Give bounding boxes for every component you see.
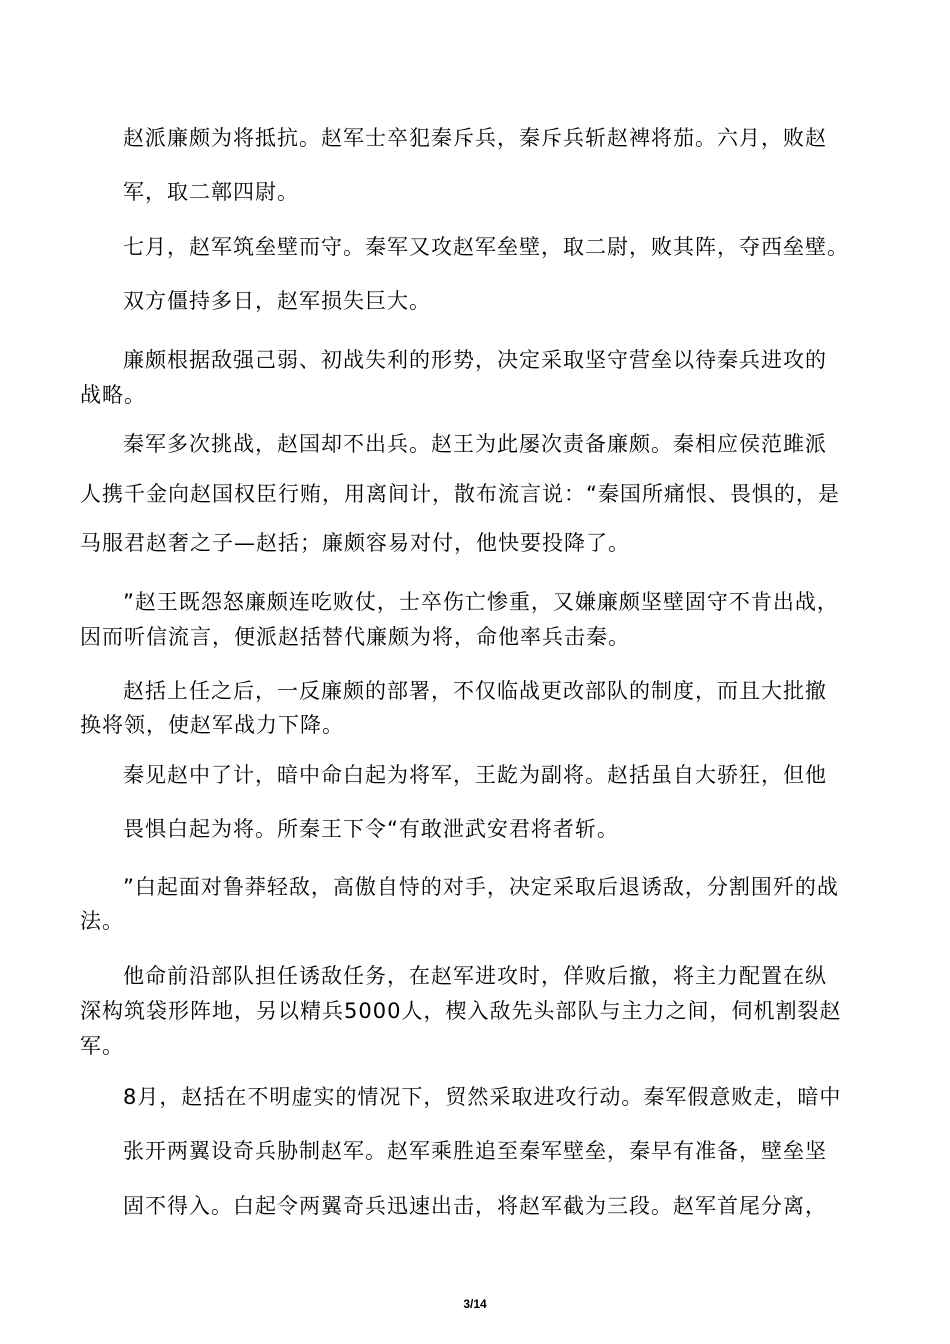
text-line: 秦军多次挑战，赵国却不出兵。赵王为此屡次责备廉颇。秦相应侯范雎派 [123, 432, 827, 456]
text-line: 双方僵持多日，赵军损失巨大。 [123, 289, 431, 313]
text-line: 因而听信流言，便派赵括替代廉颇为将，命他率兵击秦。 [80, 625, 630, 649]
text-line: 8月，赵括在不明虚实的情况下，贸然采取进攻行动。秦军假意败走，暗中 [123, 1085, 842, 1109]
text-line: 固不得入。白起令两翼奇兵迅速出击，将赵军截为三段。赵军首尾分离， [123, 1194, 827, 1218]
text-line: 战略。 [80, 383, 146, 407]
text-line: 他命前沿部队担任诱敌任务，在赵军进攻时，佯败后撤，将主力配置在纵 [123, 964, 827, 988]
text-line: 廉颇根据敌强己弱、初战失利的形势，决定采取坚守营垒以待秦兵进攻的 [123, 348, 827, 372]
text-line: 深构筑袋形阵地，另以精兵5000人，楔入敌先头部队与主力之间，伺机割裂赵 [80, 999, 842, 1023]
text-line: 换将领，使赵军战力下降。 [80, 713, 344, 737]
text-line: 赵派廉颇为将抵抗。赵军士卒犯秦斥兵，秦斥兵斩赵裨将茄。六月，败赵 [123, 126, 827, 150]
text-line: ”赵王既怨怒廉颇连吃败仗，士卒伤亡惨重，又嫌廉颇坚壁固守不肯出战， [123, 590, 839, 614]
text-line: 军，取二鄣四尉。 [123, 180, 299, 204]
text-line: 马服君赵奢之子—赵括；廉颇容易对付，他快要投降了。 [80, 531, 630, 555]
text-line: 张开两翼设奇兵胁制赵军。赵军乘胜追至秦军壁垒，秦早有准备，壁垒坚 [123, 1139, 827, 1163]
text-line: 赵括上任之后，一反廉颇的部署，不仅临战更改部队的制度，而且大批撤 [123, 679, 827, 703]
text-line: 秦见赵中了计，暗中命白起为将军，王龁为副将。赵括虽自大骄狂，但他 [123, 763, 827, 787]
text-line: ”白起面对鲁莽轻敌，高傲自恃的对手，决定采取后退诱敌，分割围歼的战 [123, 875, 839, 899]
text-line: 军。 [80, 1034, 124, 1058]
page-number: 3/14 [463, 1297, 487, 1311]
text-line: 法。 [80, 909, 124, 933]
text-line: 畏惧白起为将。所秦王下令“有敢泄武安君将者斩。 [123, 817, 619, 841]
text-line: 人携千金向赵国权臣行贿，用离间计，散布流言说：“秦国所痛恨、畏惧的，是 [80, 482, 840, 506]
text-line: 七月，赵军筑垒壁而守。秦军又攻赵军垒壁，取二尉，败其阵，夺西垒壁。 [123, 235, 849, 259]
